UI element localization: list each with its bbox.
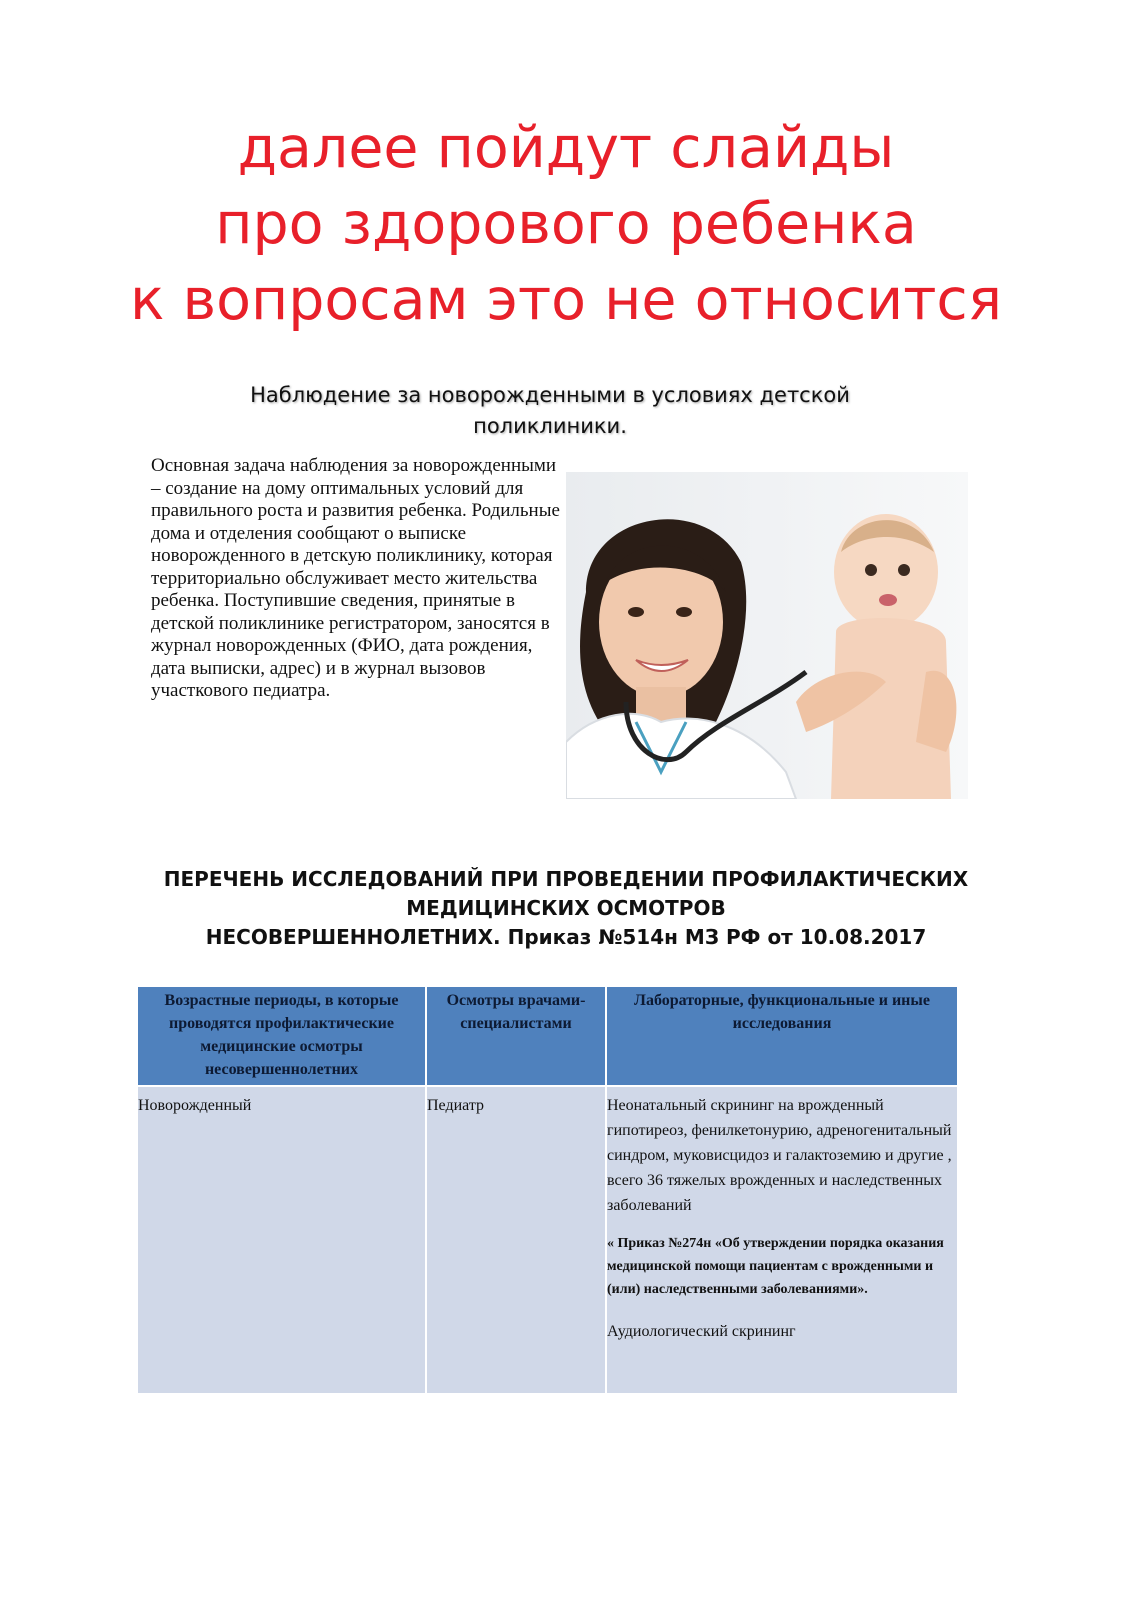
table-title-line-1: ПЕРЕЧЕНЬ ИССЛЕДОВАНИЙ ПРИ ПРОВЕДЕНИИ ПРОФИЛАКТИЧЕСКИХ [163,867,969,891]
order-reference: « Приказ №274н «Об утверждении порядка оказания медицинской помощи пациентам с врожденными и (или) наследственными заболеваниями». [607,1236,944,1297]
exams-table [138,987,957,1393]
notice-title [0,110,1132,338]
notice-line-3: к вопросам это не относится [129,267,1003,333]
table-title-line-3: НЕСОВЕРШЕННОЛЕТНИХ. Приказ №514н МЗ РФ от 10.08.2017 [205,925,927,949]
intro-paragraph: Основная задача наблюдения за новорожденными – создание на дому оптимальных условий для правильного роста и развития ребенка. Родильные дома и отделения сообщают о выписке новорожденного в детскую поликлинику, которая территориально обслуживает место жительства ребенка. Поступившие сведения, принятые в детской поликлинике регистратором, заносятся в журнал новорожденных (ФИО, дата рождения, дата выписки, адрес) и в журнал вызовов участкового педиатра. [151,455,560,701]
doctor-baby-photo [566,472,968,799]
section-heading-line-2: поликлиники. [473,414,627,438]
table-header-row [138,987,957,1086]
header-examinations: Лабораторные, функциональные и иные исследования [606,987,957,1086]
screening-text: Неонатальный скрининг на врожденный гипотиреоз, фенилкетонурию, адреногенитальный синдром, муковисцидоз и галактоземию и другие , всего 36 тяжелых врожденных и наследственных заболеваний [607,1097,952,1214]
header-specialists: Осмотры врачами-специалистами [426,987,606,1086]
audiology-screening: Аудиологический скрининг [607,1323,796,1340]
section-heading-line-1: Наблюдение за новорожденными в условиях детской [250,383,850,407]
header-age-periods: Возрастные периоды, в которые проводятся профилактические медицинские осмотры несовершеннолетних [138,987,426,1086]
table-title [150,865,982,952]
cell-examinations [606,1086,957,1393]
cell-period: Новорожденный [138,1086,426,1393]
cell-specialist: Педиатр [426,1086,606,1393]
table-row [138,1086,957,1393]
section-heading [180,380,920,442]
table-title-line-2: МЕДИЦИНСКИХ ОСМОТРОВ [406,896,726,920]
notice-line-1: далее пойдут слайды [237,115,895,181]
notice-line-2: про здорового ребенка [215,191,917,257]
